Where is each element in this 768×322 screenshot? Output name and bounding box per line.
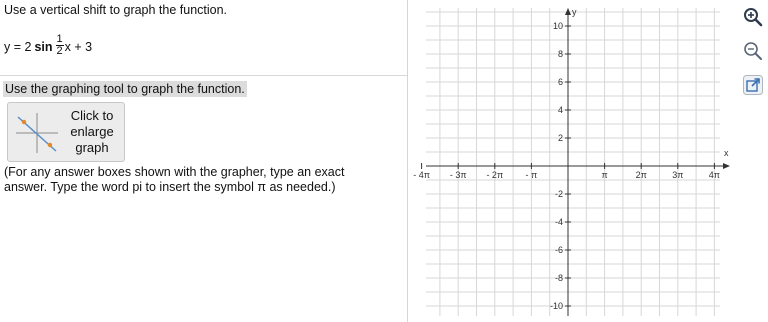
tool-instruction: Use the graphing tool to graph the function. — [5, 82, 245, 96]
x-tick-label: 3π — [672, 170, 684, 180]
fraction-denominator: 2 — [56, 45, 63, 57]
fraction — [56, 34, 64, 57]
y-tick-label: -4 — [554, 217, 563, 227]
zoom-out-icon[interactable] — [742, 40, 764, 62]
enlarge-graph-button[interactable] — [7, 102, 125, 162]
x-tick-label: π — [601, 170, 608, 180]
y-tick-label: 6 — [557, 77, 563, 87]
y-tick-label: -6 — [554, 245, 563, 255]
x-tick-label: 4π — [708, 170, 721, 180]
x-tick-label: - π — [525, 170, 538, 180]
graph-thumbnail-icon — [14, 111, 60, 155]
x-tick-label: - 3π — [449, 170, 467, 180]
function-prefix: y = 2 — [4, 39, 32, 54]
answer-note: (For any answer boxes shown with the grapher, type an exact answer. Type the word pi to insert the symbol π as needed.) — [4, 165, 345, 194]
question-instruction: Use a vertical shift to graph the function. — [4, 3, 228, 17]
function-trig: sin — [34, 39, 53, 54]
enlarge-button-label — [62, 108, 122, 156]
enlarge-label-line3: graph — [75, 140, 109, 155]
coordinate-grid[interactable] — [408, 0, 736, 322]
fraction-numerator: 1 — [56, 33, 63, 45]
enlarge-label-line1: Click to — [70, 108, 114, 123]
zoom-in-icon[interactable] — [742, 6, 764, 28]
x-axis-label: x — [724, 148, 729, 158]
x-tick-label: 2π — [635, 170, 647, 180]
y-tick-label: 4 — [557, 105, 563, 115]
y-axis-label: y — [572, 7, 577, 17]
y-tick-label: 2 — [557, 133, 563, 143]
y-tick-label: -8 — [554, 273, 563, 283]
y-tick-label: 8 — [557, 49, 563, 59]
enlarge-label-line2: enlarge — [70, 124, 114, 139]
horizontal-divider — [0, 75, 407, 76]
y-tick-label: -10 — [549, 301, 563, 311]
y-tick-label: -2 — [554, 189, 563, 199]
x-tick-label: - 4π — [413, 170, 430, 180]
function-suffix: x + 3 — [64, 39, 93, 54]
x-tick-label: - 2π — [486, 170, 504, 180]
y-tick-label: 10 — [552, 21, 563, 31]
popout-icon[interactable] — [742, 74, 764, 96]
function-expression — [4, 35, 92, 58]
x-axis-arrow — [723, 163, 730, 169]
